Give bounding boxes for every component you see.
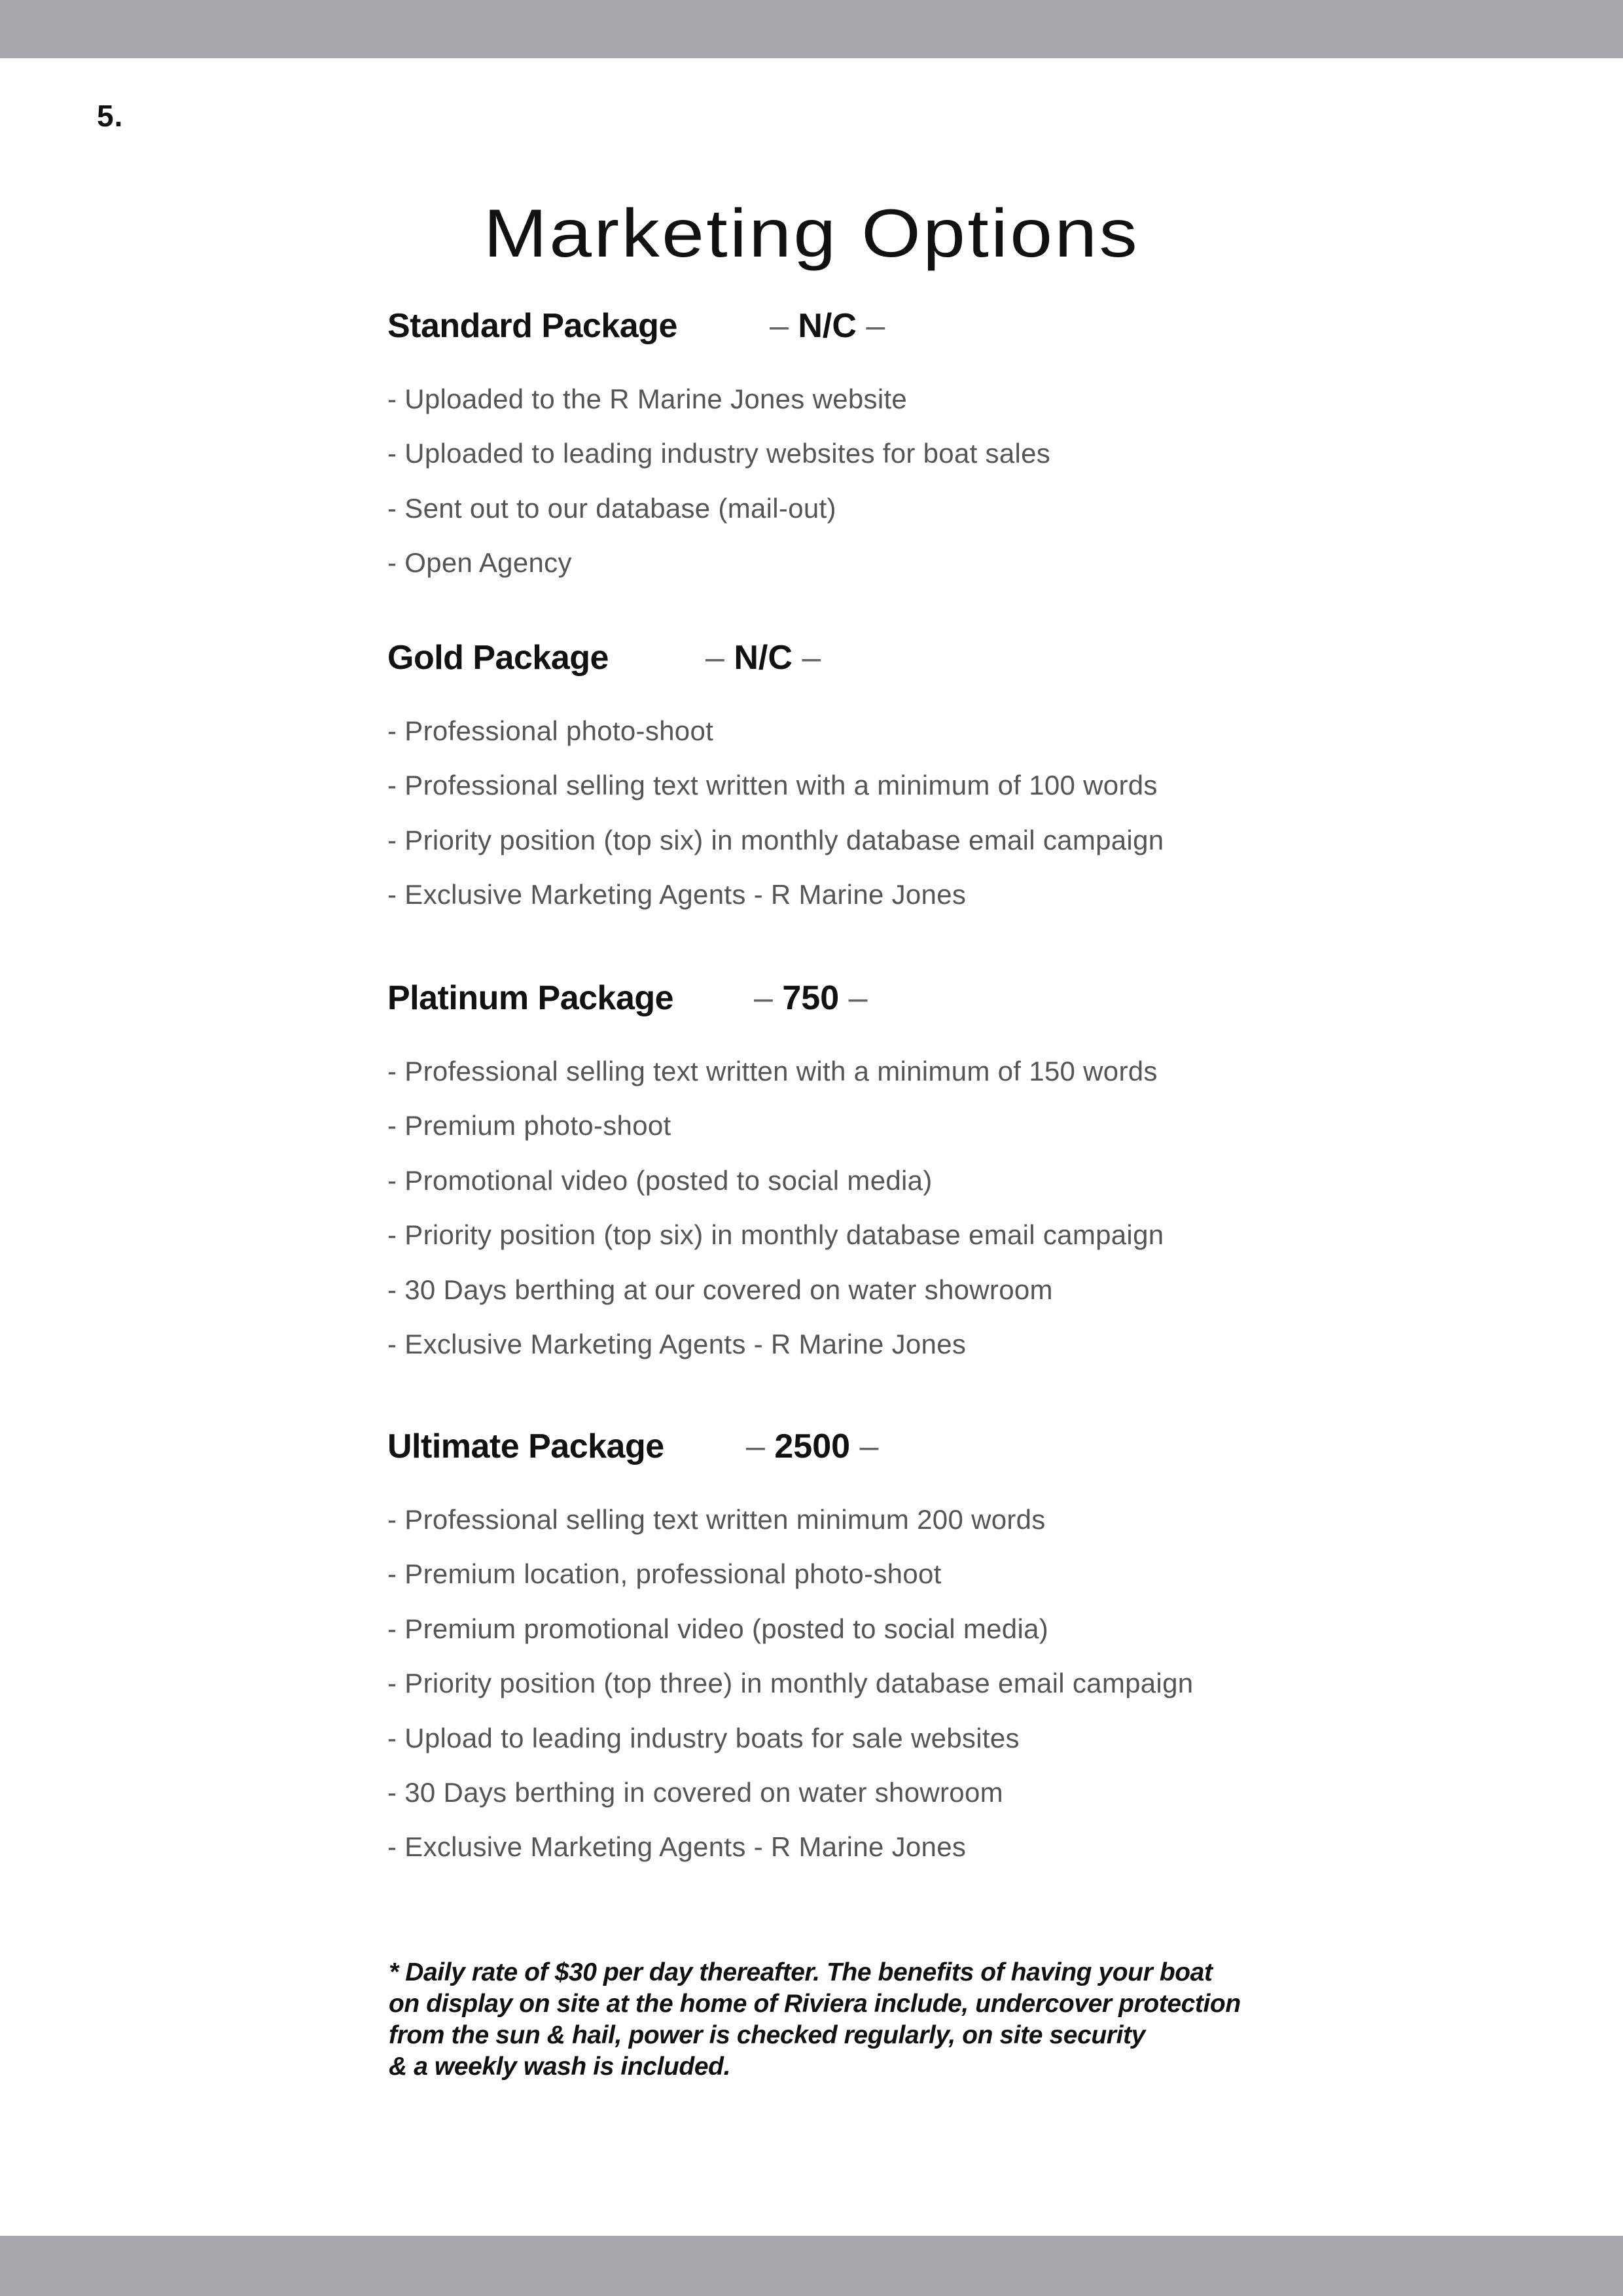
list-item: - Exclusive Marketing Agents - R Marine Jones bbox=[387, 1831, 967, 1863]
list-item: - Professional selling text written with a minimum of 150 words bbox=[387, 1056, 1158, 1086]
footnote-line: * Daily rate of $30 per day thereafter. The benefits of having your boat bbox=[389, 1958, 1213, 1986]
list-item: - 30 Days berthing at our covered on water showroom bbox=[387, 1274, 1053, 1305]
package-price-value: N/C bbox=[798, 307, 857, 345]
bottom-band bbox=[0, 2236, 1623, 2296]
list-item: - Priority position (top three) in monthly database email campaign bbox=[387, 1668, 1194, 1699]
package-name: Gold Package bbox=[387, 639, 609, 677]
feature-list bbox=[387, 372, 1304, 590]
list-item: - Uploaded to leading industry websites for boat sales bbox=[387, 438, 1051, 469]
list-item: - Sent out to our database (mail-out) bbox=[387, 492, 836, 524]
page-number: 5. bbox=[97, 99, 124, 133]
list-item: - Professional selling text written minimum 200 words bbox=[387, 1504, 1046, 1535]
feature-list bbox=[387, 1044, 1304, 1371]
package-name: Platinum Package bbox=[387, 979, 674, 1017]
list-item: - Upload to leading industry boats for sale websites bbox=[387, 1722, 1020, 1753]
package-platinum bbox=[387, 978, 1304, 1371]
package-price: – N/C – bbox=[705, 639, 821, 677]
list-item: - Uploaded to the R Marine Jones website bbox=[387, 384, 908, 414]
feature-list bbox=[387, 704, 1304, 922]
footnote-line: on display on site at the home of Riviera include, undercover protection bbox=[389, 1990, 1241, 2018]
list-item: - Premium promotional video (posted to social media) bbox=[387, 1613, 1049, 1644]
footnote-line: & a weekly wash is included. bbox=[389, 2053, 731, 2081]
package-header bbox=[387, 306, 1304, 359]
package-name: Ultimate Package bbox=[387, 1427, 664, 1465]
package-name: Standard Package bbox=[387, 307, 677, 345]
list-item: - Premium photo-shoot bbox=[387, 1110, 671, 1141]
package-price: – N/C – bbox=[770, 307, 885, 345]
package-price: – 750 – bbox=[754, 979, 868, 1017]
list-item: - Exclusive Marketing Agents - R Marine Jones bbox=[387, 1328, 967, 1359]
list-item: - Priority position (top six) in monthly database email campaign bbox=[387, 1219, 1164, 1251]
list-item: - Premium location, professional photo-shoot bbox=[387, 1558, 942, 1590]
package-header bbox=[387, 1427, 1304, 1479]
list-item: - Exclusive Marketing Agents - R Marine Jones bbox=[387, 879, 967, 910]
list-item: - Priority position (top six) in monthly database email campaign bbox=[387, 824, 1164, 855]
list-item: - Promotional video (posted to social media) bbox=[387, 1164, 933, 1196]
list-item: - 30 Days berthing in covered on water showroom bbox=[387, 1776, 1003, 1808]
footnote bbox=[389, 1957, 1318, 2083]
package-header bbox=[387, 978, 1304, 1031]
package-standard bbox=[387, 306, 1304, 590]
top-band bbox=[0, 0, 1623, 58]
footnote-line: from the sun & hail, power is checked regularly, on site security bbox=[389, 2021, 1145, 2049]
package-gold bbox=[387, 638, 1304, 922]
list-item: - Professional selling text written with a minimum of 100 words bbox=[387, 770, 1158, 801]
feature-list bbox=[387, 1492, 1304, 1874]
package-price: – 2500 – bbox=[746, 1427, 879, 1465]
list-item: - Professional photo-shoot bbox=[387, 715, 714, 746]
package-header bbox=[387, 638, 1304, 691]
list-item: - Open Agency bbox=[387, 547, 572, 579]
page-title: Marketing Options bbox=[483, 195, 1140, 272]
package-ultimate bbox=[387, 1427, 1304, 1874]
package-price-value: N/C bbox=[734, 639, 793, 677]
package-price-value: 750 bbox=[782, 979, 840, 1017]
package-price-value: 2500 bbox=[774, 1427, 851, 1465]
